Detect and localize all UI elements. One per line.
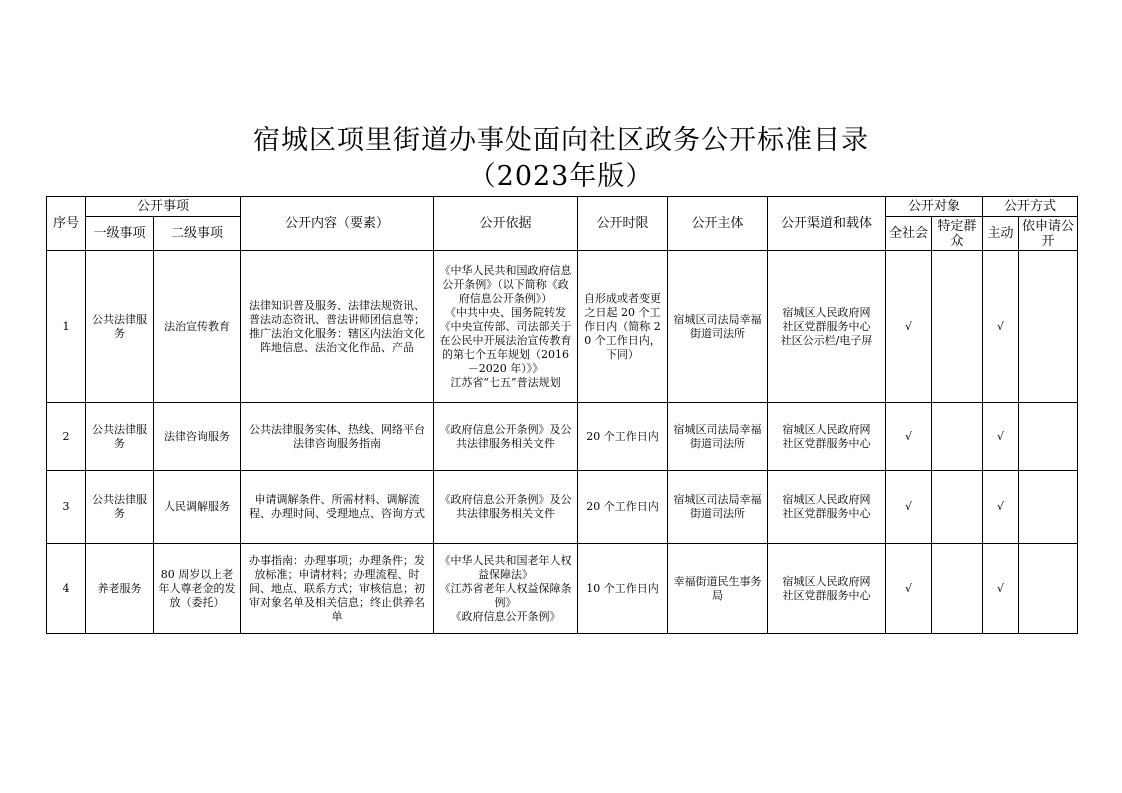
header-whole-society: 全社会	[886, 217, 932, 251]
cell-seq: 3	[47, 471, 86, 544]
cell-content: 办事指南：办理事项；办理条件；发放标准；申请材料；办理流程、时间、地点、联系方式；审核信息；初审对象名单及相关信息；终止供养名单	[241, 544, 434, 634]
cell-level1: 公共法律服务	[86, 251, 154, 403]
cell-level1: 公共法律服务	[86, 471, 154, 544]
cell-subject: 宿城区司法局幸福街道司法所	[668, 471, 768, 544]
cell-active: √	[983, 403, 1019, 471]
cell-time-limit: 10 个工作日内	[578, 544, 668, 634]
cell-specific-group	[932, 544, 983, 634]
cell-seq: 1	[47, 251, 86, 403]
table-row	[47, 471, 1078, 544]
cell-level2: 80 周岁以上老年人尊老金的发放（委托）	[154, 544, 241, 634]
cell-level2: 法治宣传教育	[154, 251, 241, 403]
table-row	[47, 403, 1078, 471]
table-row	[47, 544, 1078, 634]
cell-subject: 幸福街道民生事务局	[668, 544, 768, 634]
cell-time-limit: 20 个工作日内	[578, 403, 668, 471]
cell-active: √	[983, 471, 1019, 544]
cell-content: 法律知识普及服务、法律法规资讯、普法动态资讯、普法讲师团信息等； 推广法治文化服务：辖区内法治文化阵地信息、法治文化作品、产品	[241, 251, 434, 403]
cell-whole-society: √	[886, 251, 932, 403]
cell-whole-society: √	[886, 471, 932, 544]
header-subject: 公开主体	[668, 197, 768, 251]
cell-seq: 2	[47, 403, 86, 471]
cell-on-request	[1019, 251, 1078, 403]
header-specific-group: 特定群众	[932, 217, 983, 251]
header-basis: 公开依据	[434, 197, 578, 251]
header-active: 主动	[983, 217, 1019, 251]
cell-on-request	[1019, 471, 1078, 544]
table-row	[47, 251, 1078, 403]
header-channel: 公开渠道和载体	[768, 197, 886, 251]
cell-content: 公共法律服务实体、热线、网络平台法律咨询服务指南	[241, 403, 434, 471]
cell-specific-group	[932, 251, 983, 403]
cell-time-limit: 20 个工作日内	[578, 471, 668, 544]
cell-channel: 宿城区人民政府网 社区党群服务中心	[768, 403, 886, 471]
header-target: 公开对象	[886, 197, 983, 217]
document-subtitle: （2023年版）	[468, 161, 654, 192]
header-method: 公开方式	[983, 197, 1078, 217]
header-content: 公开内容（要素）	[241, 197, 434, 251]
cell-on-request	[1019, 403, 1078, 471]
cell-basis: 《政府信息公开条例》及公共法律服务相关文件	[434, 471, 578, 544]
header-time-limit: 公开时限	[578, 197, 668, 251]
cell-content: 申请调解条件、所需材料、调解流程、办理时间、受理地点、咨询方式	[241, 471, 434, 544]
catalog-table	[46, 196, 1078, 634]
cell-basis: 《政府信息公开条例》及公共法律服务相关文件	[434, 403, 578, 471]
header-on-request: 依申请公开	[1019, 217, 1078, 251]
cell-whole-society: √	[886, 544, 932, 634]
cell-level2: 人民调解服务	[154, 471, 241, 544]
cell-level1: 公共法律服务	[86, 403, 154, 471]
cell-active: √	[983, 544, 1019, 634]
cell-specific-group	[932, 471, 983, 544]
cell-on-request	[1019, 544, 1078, 634]
cell-active: √	[983, 251, 1019, 403]
cell-specific-group	[932, 403, 983, 471]
header-level2: 二级事项	[154, 217, 241, 251]
cell-channel: 宿城区人民政府网 社区党群服务中心 社区公示栏/电子屏	[768, 251, 886, 403]
cell-channel: 宿城区人民政府网 社区党群服务中心	[768, 471, 886, 544]
cell-seq: 4	[47, 544, 86, 634]
cell-basis: 《中华人民共和国政府信息公开条例》（以下简称《政府信息公开条例》） 《中共中央、国务院转发《中央宣传部、司法部关于在公民中开展法治宣传教育的第七个五年规划（2016－2020 年）》》 江苏省“七五”普法规划	[434, 251, 578, 403]
cell-basis: 《中华人民共和国老年人权益保障法》 《江苏省老年人权益保障条例》 《政府信息公开条例》	[434, 544, 578, 634]
cell-level1: 养老服务	[86, 544, 154, 634]
document-title: 宿城区项里街道办事处面向社区政务公开标准目录	[253, 125, 869, 156]
cell-subject: 宿城区司法局幸福街道司法所	[668, 403, 768, 471]
header-level1: 一级事项	[86, 217, 154, 251]
cell-time-limit: 自形成或者变更之日起 20 个工作日内（简称 20 个工作日内，下同）	[578, 251, 668, 403]
cell-whole-society: √	[886, 403, 932, 471]
header-matter: 公开事项	[86, 197, 241, 217]
cell-level2: 法律咨询服务	[154, 403, 241, 471]
header-seq: 序号	[47, 197, 86, 251]
cell-subject: 宿城区司法局幸福街道司法所	[668, 251, 768, 403]
cell-channel: 宿城区人民政府网 社区党群服务中心	[768, 544, 886, 634]
